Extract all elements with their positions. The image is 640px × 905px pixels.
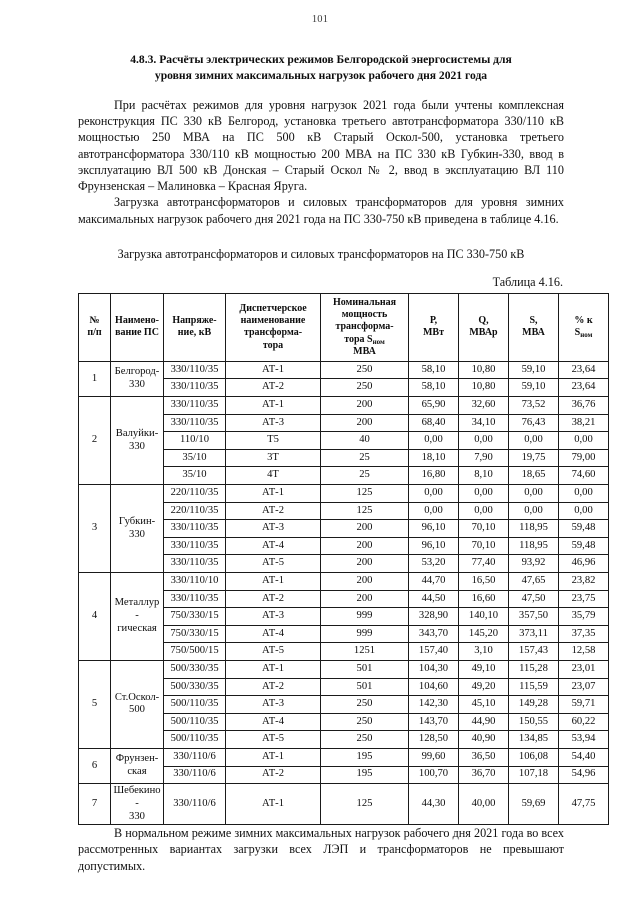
- substation-name-cell: [111, 397, 164, 485]
- page-number: 101: [311, 14, 329, 25]
- table-row: [79, 573, 609, 591]
- substation-name-line-2: ская: [127, 766, 147, 778]
- apparent-power-cell: 118,95: [509, 537, 559, 555]
- table-row: [79, 485, 609, 503]
- apparent-power-cell: 134,85: [509, 731, 559, 749]
- substation-name-line-2: гическая: [117, 622, 157, 634]
- apparent-power-cell: 373,11: [509, 625, 559, 643]
- apparent-power-cell: 59,10: [509, 361, 559, 379]
- active-power-cell: 328,90: [409, 608, 459, 626]
- voltage-cell: 750/330/15: [164, 608, 226, 626]
- percent-cell: 79,00: [559, 449, 609, 467]
- nominal-power-cell: 250: [321, 713, 409, 731]
- active-power-cell: 100,70: [409, 766, 459, 784]
- reactive-power-cell: 40,90: [459, 731, 509, 749]
- voltage-cell: 330/110/35: [164, 537, 226, 555]
- substation-name-cell: [111, 784, 164, 825]
- apparent-power-cell: 59,69: [509, 784, 559, 825]
- percent-cell: 59,71: [559, 696, 609, 714]
- active-power-cell: 128,50: [409, 731, 459, 749]
- nominal-power-cell: 125: [321, 784, 409, 825]
- section-heading-line-1: 4.8.3. Расчёты электрических режимов Белгородской энергосистемы для: [130, 53, 512, 66]
- active-power-cell: 58,10: [409, 361, 459, 379]
- header-nominal-power: [321, 293, 409, 361]
- row-index-cell: 2: [79, 397, 111, 485]
- reactive-power-cell: 34,10: [459, 414, 509, 432]
- header-active-power: [409, 293, 459, 361]
- apparent-power-cell: 106,08: [509, 748, 559, 766]
- nominal-power-cell: 200: [321, 397, 409, 415]
- transformer-cell: АТ-2: [226, 766, 321, 784]
- voltage-cell: 500/110/35: [164, 713, 226, 731]
- header-dispatch-line-1: Диспетчерское: [239, 303, 307, 315]
- paragraph-closing: В нормальном режиме зимних максимальных нагрузок рабочего дня 2021 года во всех рассмотренных вариантах загрузки всех ЛЭП и трансформаторов не превышают допустимых.: [78, 826, 564, 873]
- voltage-cell: 500/330/35: [164, 678, 226, 696]
- substation-name-cell: [111, 361, 164, 396]
- substation-name-line-2: 330: [129, 440, 145, 452]
- reactive-power-cell: 45,10: [459, 696, 509, 714]
- apparent-power-cell: 150,55: [509, 713, 559, 731]
- voltage-cell: 330/110/35: [164, 379, 226, 397]
- apparent-power-cell: 18,65: [509, 467, 559, 485]
- active-power-cell: 65,90: [409, 397, 459, 415]
- row-index-cell: 1: [79, 361, 111, 396]
- nominal-power-cell: 200: [321, 573, 409, 591]
- header-dispatch-line-2: наименование: [240, 315, 306, 327]
- active-power-cell: 0,00: [409, 485, 459, 503]
- header-nominal-line-1: Номинальная: [332, 296, 397, 308]
- apparent-power-cell: 115,28: [509, 660, 559, 678]
- voltage-cell: 330/110/35: [164, 361, 226, 379]
- transformer-load-table: [78, 293, 609, 825]
- active-power-cell: 58,10: [409, 379, 459, 397]
- header-voltage-line-1: Напряже-: [172, 315, 217, 327]
- apparent-power-cell: 73,52: [509, 397, 559, 415]
- nominal-power-cell: 200: [321, 537, 409, 555]
- table-row: [79, 784, 609, 825]
- active-power-cell: 343,70: [409, 625, 459, 643]
- apparent-power-cell: 115,59: [509, 678, 559, 696]
- nominal-power-cell: 999: [321, 625, 409, 643]
- header-s-line-1: S,: [529, 315, 538, 327]
- transformer-cell: Т5: [226, 432, 321, 450]
- table-header-row: [79, 293, 609, 361]
- nominal-power-cell: 250: [321, 696, 409, 714]
- reactive-power-cell: 3,10: [459, 643, 509, 661]
- reactive-power-cell: 32,60: [459, 397, 509, 415]
- table-body: [79, 361, 609, 824]
- reactive-power-cell: 70,10: [459, 537, 509, 555]
- transformer-cell: АТ-1: [226, 784, 321, 825]
- header-voltage: [164, 293, 226, 361]
- voltage-cell: 750/500/15: [164, 643, 226, 661]
- voltage-cell: 330/110/35: [164, 414, 226, 432]
- header-substation-name: [111, 293, 164, 361]
- nominal-power-cell: 40: [321, 432, 409, 450]
- apparent-power-cell: 76,43: [509, 414, 559, 432]
- apparent-power-cell: 19,75: [509, 449, 559, 467]
- voltage-cell: 220/110/35: [164, 485, 226, 503]
- transformer-cell: АТ-1: [226, 573, 321, 591]
- reactive-power-cell: 16,50: [459, 573, 509, 591]
- table-number-label: Таблица 4.16.: [492, 274, 563, 289]
- voltage-cell: 330/110/35: [164, 397, 226, 415]
- apparent-power-cell: 47,50: [509, 590, 559, 608]
- percent-cell: 23,64: [559, 379, 609, 397]
- percent-cell: 53,94: [559, 731, 609, 749]
- nominal-power-cell: 200: [321, 520, 409, 538]
- header-pct-subscript: ном: [580, 331, 593, 340]
- percent-cell: 36,76: [559, 397, 609, 415]
- percent-cell: 74,60: [559, 467, 609, 485]
- section-heading-line-2: уровня зимних максимальных нагрузок рабочего дня 2021 года: [154, 68, 488, 82]
- header-p-line-2: МВт: [422, 327, 445, 339]
- active-power-cell: 157,40: [409, 643, 459, 661]
- header-pct-line-1: % к: [574, 315, 593, 327]
- table-row: [79, 748, 609, 766]
- percent-cell: 12,58: [559, 643, 609, 661]
- percent-cell: 23,82: [559, 573, 609, 591]
- transformer-cell: 4Т: [226, 467, 321, 485]
- percent-cell: 60,22: [559, 713, 609, 731]
- nominal-power-cell: 25: [321, 449, 409, 467]
- row-index-cell: 7: [79, 784, 111, 825]
- transformer-cell: АТ-3: [226, 608, 321, 626]
- percent-cell: 0,00: [559, 485, 609, 503]
- apparent-power-cell: 0,00: [509, 432, 559, 450]
- voltage-cell: 35/10: [164, 467, 226, 485]
- percent-cell: 59,48: [559, 520, 609, 538]
- active-power-cell: 0,00: [409, 502, 459, 520]
- reactive-power-cell: 10,80: [459, 379, 509, 397]
- apparent-power-cell: 118,95: [509, 520, 559, 538]
- voltage-cell: 500/330/35: [164, 660, 226, 678]
- transformer-cell: АТ-5: [226, 555, 321, 573]
- voltage-cell: 330/110/10: [164, 573, 226, 591]
- percent-cell: 37,35: [559, 625, 609, 643]
- reactive-power-cell: 0,00: [459, 502, 509, 520]
- header-percent-of-nominal: [559, 293, 609, 361]
- table-caption: Загрузка автотрансформаторов и силовых трансформаторов на ПС 330-750 кВ: [117, 246, 525, 261]
- substation-name-line-2: 330: [129, 378, 145, 390]
- apparent-power-cell: 93,92: [509, 555, 559, 573]
- apparent-power-cell: 107,18: [509, 766, 559, 784]
- percent-cell: 0,00: [559, 502, 609, 520]
- transformer-cell: АТ-5: [226, 643, 321, 661]
- reactive-power-cell: 145,20: [459, 625, 509, 643]
- header-p-line-1: Р,: [429, 315, 438, 327]
- voltage-cell: 330/110/6: [164, 766, 226, 784]
- page-content: [78, 52, 596, 874]
- apparent-power-cell: 149,28: [509, 696, 559, 714]
- voltage-cell: 110/10: [164, 432, 226, 450]
- reactive-power-cell: 7,90: [459, 449, 509, 467]
- percent-cell: 38,21: [559, 414, 609, 432]
- percent-cell: 54,40: [559, 748, 609, 766]
- reactive-power-cell: 0,00: [459, 485, 509, 503]
- percent-cell: 23,64: [559, 361, 609, 379]
- header-s-line-2: МВА: [522, 327, 545, 339]
- nominal-power-cell: 250: [321, 731, 409, 749]
- active-power-cell: 96,10: [409, 537, 459, 555]
- reactive-power-cell: 36,70: [459, 766, 509, 784]
- percent-cell: 23,01: [559, 660, 609, 678]
- voltage-cell: 330/110/35: [164, 590, 226, 608]
- reactive-power-cell: 8,10: [459, 467, 509, 485]
- reactive-power-cell: 10,80: [459, 361, 509, 379]
- nominal-power-cell: 999: [321, 608, 409, 626]
- reactive-power-cell: 70,10: [459, 520, 509, 538]
- substation-name-line-1: Шебекино-: [113, 785, 161, 809]
- nominal-power-cell: 195: [321, 748, 409, 766]
- header-voltage-line-2: ние, кВ: [177, 327, 212, 339]
- voltage-cell: 330/110/35: [164, 555, 226, 573]
- active-power-cell: 44,50: [409, 590, 459, 608]
- nominal-power-cell: 125: [321, 485, 409, 503]
- reactive-power-cell: 36,50: [459, 748, 509, 766]
- percent-cell: 47,75: [559, 784, 609, 825]
- voltage-cell: 500/110/35: [164, 731, 226, 749]
- active-power-cell: 16,80: [409, 467, 459, 485]
- transformer-cell: АТ-1: [226, 485, 321, 503]
- header-dispatch-line-4: тора: [262, 339, 284, 351]
- percent-cell: 23,75: [559, 590, 609, 608]
- section-heading: [78, 52, 564, 84]
- transformer-cell: АТ-2: [226, 590, 321, 608]
- active-power-cell: 142,30: [409, 696, 459, 714]
- reactive-power-cell: 44,90: [459, 713, 509, 731]
- apparent-power-cell: 157,43: [509, 643, 559, 661]
- reactive-power-cell: 49,20: [459, 678, 509, 696]
- apparent-power-cell: 47,65: [509, 573, 559, 591]
- substation-name-line-1: Металлур-: [114, 597, 160, 622]
- active-power-cell: 53,20: [409, 555, 459, 573]
- substation-name-line-2: 500: [129, 704, 145, 716]
- reactive-power-cell: 49,10: [459, 660, 509, 678]
- transformer-cell: АТ-3: [226, 520, 321, 538]
- reactive-power-cell: 0,00: [459, 432, 509, 450]
- transformer-cell: АТ-1: [226, 397, 321, 415]
- voltage-cell: 330/110/6: [164, 784, 226, 825]
- apparent-power-cell: 59,10: [509, 379, 559, 397]
- reactive-power-cell: 40,00: [459, 784, 509, 825]
- nominal-power-cell: 501: [321, 678, 409, 696]
- reactive-power-cell: 16,60: [459, 590, 509, 608]
- table-row: [79, 361, 609, 379]
- nominal-power-cell: 125: [321, 502, 409, 520]
- nominal-power-cell: 1251: [321, 643, 409, 661]
- percent-cell: 46,96: [559, 555, 609, 573]
- row-index-cell: 5: [79, 660, 111, 748]
- active-power-cell: 104,60: [409, 678, 459, 696]
- active-power-cell: 104,30: [409, 660, 459, 678]
- active-power-cell: 44,70: [409, 573, 459, 591]
- substation-name-line-2: 330: [129, 810, 145, 822]
- reactive-power-cell: 140,10: [459, 608, 509, 626]
- active-power-cell: 0,00: [409, 432, 459, 450]
- header-nominal-line-5: МВА: [353, 345, 376, 357]
- header-nominal-line-2: мощность: [341, 309, 388, 321]
- nominal-power-cell: 200: [321, 414, 409, 432]
- table-row: [79, 660, 609, 678]
- percent-cell: 0,00: [559, 432, 609, 450]
- header-q-line-2: МВАр: [469, 327, 498, 339]
- paragraph-intro: При расчётах режимов для уровня нагрузок 2021 года были учтены комплексная реконструкция ПС 330 кВ Белгород, установка третьего автотрансформатора 330/110 кВ мощностью 250 МВА на ПС 500 кВ Старый Оскол-500, установка третьего автотрансформатора 330/110 кВ мощностью 200 МВА на ПС 330 кВ Губкин-330, ввод в эксплуатацию ВЛ 500 кВ Донская – Старый Оскол № 2, ввод в эксплуатацию ВЛ 110 Фрунзенская – Малиновка – Красная Яруга.: [78, 97, 564, 194]
- percent-cell: 35,79: [559, 608, 609, 626]
- voltage-cell: 500/110/35: [164, 696, 226, 714]
- transformer-cell: АТ-3: [226, 414, 321, 432]
- table-row: [79, 397, 609, 415]
- nominal-power-cell: 200: [321, 590, 409, 608]
- active-power-cell: 143,70: [409, 713, 459, 731]
- reactive-power-cell: 77,40: [459, 555, 509, 573]
- active-power-cell: 96,10: [409, 520, 459, 538]
- transformer-cell: АТ-2: [226, 502, 321, 520]
- header-dispatch-line-3: трансформа-: [243, 327, 303, 339]
- voltage-cell: 220/110/35: [164, 502, 226, 520]
- voltage-cell: 750/330/15: [164, 625, 226, 643]
- substation-name-cell: [111, 485, 164, 573]
- header-nominal-line-3: трансформа-: [335, 321, 394, 333]
- header-index: [79, 293, 111, 361]
- percent-cell: 59,48: [559, 537, 609, 555]
- active-power-cell: 99,60: [409, 748, 459, 766]
- row-index-cell: 6: [79, 748, 111, 783]
- transformer-cell: АТ-1: [226, 660, 321, 678]
- substation-name-line-1: Губкин-: [118, 515, 156, 527]
- transformer-cell: АТ-2: [226, 678, 321, 696]
- header-dispatch-name: [226, 293, 321, 361]
- header-apparent-power: [509, 293, 559, 361]
- percent-cell: 23,07: [559, 678, 609, 696]
- header-pct-line-2: S: [574, 327, 581, 339]
- substation-name-line-1: Ст.Оскол-: [114, 691, 160, 703]
- active-power-cell: 44,30: [409, 784, 459, 825]
- paragraph-second: Загрузка автотрансформаторов и силовых трансформаторов для уровня зимних максимальных нагрузок рабочего дня 2021 года на ПС 330-750 кВ приведена в таблице 4.16.: [78, 195, 564, 226]
- transformer-cell: 3Т: [226, 449, 321, 467]
- substation-name-cell: [111, 748, 164, 783]
- substation-name-cell: [111, 660, 164, 748]
- header-reactive-power: [459, 293, 509, 361]
- transformer-cell: АТ-4: [226, 537, 321, 555]
- header-index-line-1: №: [89, 315, 100, 327]
- voltage-cell: 35/10: [164, 449, 226, 467]
- header-q-line-1: Q,: [478, 315, 489, 327]
- transformer-cell: АТ-4: [226, 713, 321, 731]
- transformer-cell: АТ-1: [226, 361, 321, 379]
- apparent-power-cell: 0,00: [509, 485, 559, 503]
- substation-name-cell: [111, 573, 164, 661]
- substation-name-line-1: Валуйки-: [115, 427, 159, 439]
- nominal-power-cell: 501: [321, 660, 409, 678]
- header-name-line-1: Наимено-: [115, 315, 159, 327]
- transformer-cell: АТ-2: [226, 379, 321, 397]
- header-index-line-2: п/п: [87, 327, 102, 339]
- nominal-power-cell: 250: [321, 361, 409, 379]
- row-index-cell: 3: [79, 485, 111, 573]
- transformer-cell: АТ-3: [226, 696, 321, 714]
- transformer-cell: АТ-4: [226, 625, 321, 643]
- header-nominal-line-4: тора S: [344, 333, 373, 345]
- active-power-cell: 68,40: [409, 414, 459, 432]
- row-index-cell: 4: [79, 573, 111, 661]
- header-nominal-subscript: ном: [372, 337, 385, 346]
- apparent-power-cell: 0,00: [509, 502, 559, 520]
- nominal-power-cell: 195: [321, 766, 409, 784]
- substation-name-line-1: Фрунзен-: [115, 753, 159, 765]
- voltage-cell: 330/110/6: [164, 748, 226, 766]
- transformer-cell: АТ-1: [226, 748, 321, 766]
- transformer-cell: АТ-5: [226, 731, 321, 749]
- percent-cell: 54,96: [559, 766, 609, 784]
- nominal-power-cell: 250: [321, 379, 409, 397]
- active-power-cell: 18,10: [409, 449, 459, 467]
- substation-name-line-2: 330: [129, 528, 145, 540]
- header-name-line-2: вание ПС: [115, 327, 159, 339]
- apparent-power-cell: 357,50: [509, 608, 559, 626]
- nominal-power-cell: 25: [321, 467, 409, 485]
- voltage-cell: 330/110/35: [164, 520, 226, 538]
- nominal-power-cell: 200: [321, 555, 409, 573]
- substation-name-line-1: Белгород-: [114, 366, 160, 378]
